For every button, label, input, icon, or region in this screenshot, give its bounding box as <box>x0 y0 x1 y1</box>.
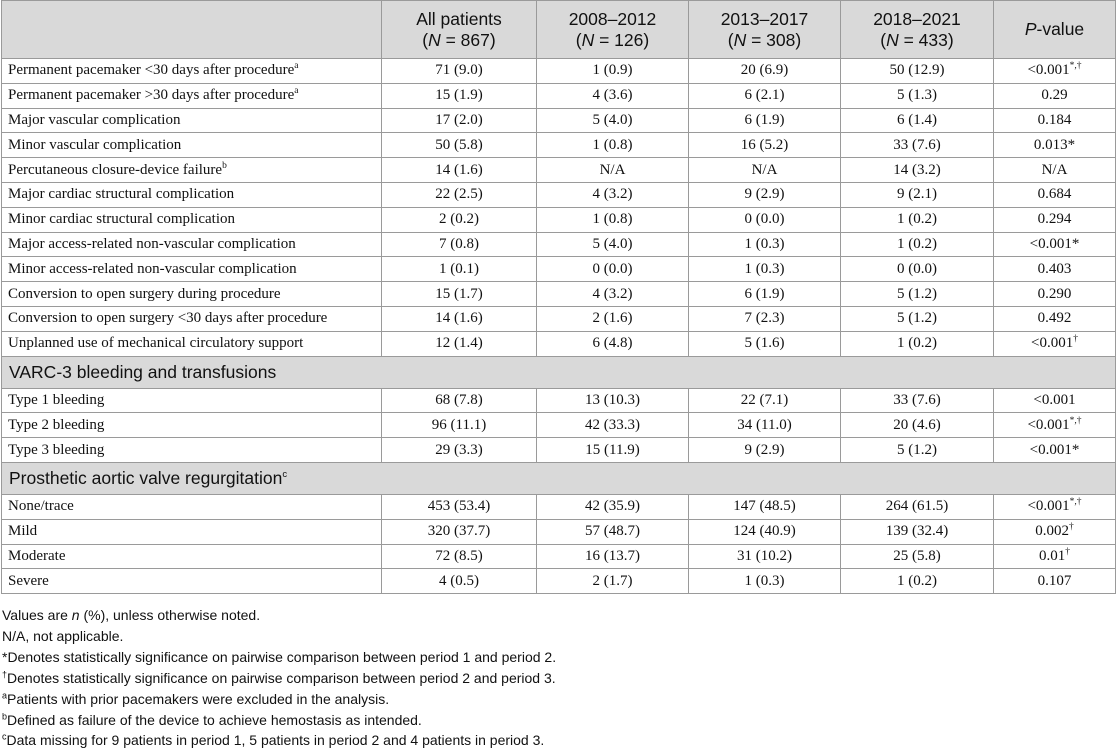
table-row <box>2 544 1116 569</box>
cell-p-value <box>994 331 1116 356</box>
cell-all-patients: 4 (0.5) <box>382 569 537 594</box>
cell-p-value <box>994 59 1116 84</box>
p-value-footnote-marker: *,† <box>1069 415 1082 426</box>
cell-period-1: 1 (0.8) <box>537 207 689 232</box>
row-label <box>2 59 382 84</box>
section-title-text: VARC-3 bleeding and transfusions <box>9 361 277 382</box>
p-value-footnote-marker: † <box>1069 522 1074 533</box>
p-value-text: <0.001 <box>1031 335 1074 352</box>
cell-period-2: 147 (48.5) <box>689 494 841 519</box>
header-n-suffix: = 867) <box>440 29 496 50</box>
row-label <box>2 388 382 413</box>
footnote-b <box>2 710 556 731</box>
cell-period-2: N/A <box>689 158 841 183</box>
cell-period-2: 0 (0.0) <box>689 207 841 232</box>
p-value-text: 0.403 <box>1037 260 1072 277</box>
row-label <box>2 282 382 307</box>
table-row <box>2 494 1116 519</box>
row-label <box>2 331 382 356</box>
table-row <box>2 232 1116 257</box>
footnote-text: Patients with prior pacemakers were excluded in the analysis. <box>7 690 390 707</box>
cell-p-value <box>994 133 1116 158</box>
section-title-footnote-marker: c <box>282 469 288 481</box>
cell-period-1: 57 (48.7) <box>537 519 689 544</box>
cell-all-patients: 17 (2.0) <box>382 108 537 133</box>
table-footnotes <box>2 605 556 751</box>
cell-period-2: 6 (2.1) <box>689 83 841 108</box>
cell-p-value <box>994 388 1116 413</box>
row-label <box>2 438 382 463</box>
p-value-text: 0.492 <box>1037 310 1072 327</box>
table-row <box>2 282 1116 307</box>
cell-period-1: 2 (1.7) <box>537 569 689 594</box>
section-title <box>2 462 1116 494</box>
header-n-italic: N <box>581 29 595 50</box>
cell-period-2: 5 (1.6) <box>689 331 841 356</box>
cell-period-3: 5 (1.2) <box>841 306 994 331</box>
row-label-footnote-marker: b <box>222 160 227 171</box>
row-label <box>2 257 382 282</box>
p-value-footnote-marker: † <box>1065 546 1070 557</box>
p-value-footnote-marker: *,† <box>1069 61 1082 72</box>
row-label <box>2 306 382 331</box>
p-value-text: 0.184 <box>1037 111 1072 128</box>
header-period-2-label: 2013–2017 <box>720 8 809 29</box>
footnote-text: Data missing for 9 patients in period 1, 5 patients in period 2 and 4 patients in period 3. <box>6 732 545 749</box>
p-value-text: <0.001 <box>1033 391 1076 408</box>
header-n-italic: N <box>733 29 747 50</box>
p-value-text: N/A <box>1041 161 1068 178</box>
cell-all-patients: 72 (8.5) <box>382 544 537 569</box>
p-value-text: 0.01 <box>1039 547 1066 564</box>
cell-period-3: 9 (2.1) <box>841 182 994 207</box>
header-n-suffix: = 308) <box>746 29 802 50</box>
cell-period-2: 34 (11.0) <box>689 413 841 438</box>
cell-period-1: 4 (3.2) <box>537 282 689 307</box>
table-row <box>2 257 1116 282</box>
row-label-text: Conversion to open surgery during procedure <box>8 285 281 302</box>
footnote-marker: c <box>2 731 7 742</box>
header-all-patients-n <box>382 30 536 51</box>
table-row <box>2 331 1116 356</box>
cell-period-3: 1 (0.2) <box>841 569 994 594</box>
table-header <box>2 1 1116 59</box>
table-row <box>2 83 1116 108</box>
p-value-text: <0.001* <box>1029 235 1080 252</box>
cell-p-value <box>994 413 1116 438</box>
p-value-footnote-marker: † <box>1073 334 1078 345</box>
row-label <box>2 182 382 207</box>
cell-p-value <box>994 569 1116 594</box>
p-value-text: <0.001* <box>1029 441 1080 458</box>
table-row <box>2 59 1116 84</box>
row-label <box>2 544 382 569</box>
row-label-text: Permanent pacemaker >30 days after procedure <box>8 87 295 104</box>
cell-period-1: 42 (33.3) <box>537 413 689 438</box>
cell-period-2: 22 (7.1) <box>689 388 841 413</box>
cell-period-1: 5 (4.0) <box>537 232 689 257</box>
cell-period-1: N/A <box>537 158 689 183</box>
cell-all-patients: 320 (37.7) <box>382 519 537 544</box>
row-label <box>2 158 382 183</box>
footnote-values <box>2 605 556 626</box>
section-title-text: Prosthetic aortic valve regurgitation <box>9 467 283 488</box>
row-label <box>2 494 382 519</box>
cell-p-value <box>994 494 1116 519</box>
cell-all-patients: 71 (9.0) <box>382 59 537 84</box>
table-row <box>2 207 1116 232</box>
cell-all-patients: 12 (1.4) <box>382 331 537 356</box>
cell-period-3: 20 (4.6) <box>841 413 994 438</box>
cell-all-patients: 50 (5.8) <box>382 133 537 158</box>
cell-period-3: 5 (1.2) <box>841 282 994 307</box>
cell-period-1: 13 (10.3) <box>537 388 689 413</box>
cell-period-3: 1 (0.2) <box>841 232 994 257</box>
row-label-footnote-marker: a <box>294 86 299 97</box>
cell-period-2: 20 (6.9) <box>689 59 841 84</box>
header-n-suffix: = 433) <box>898 29 954 50</box>
table-row <box>2 388 1116 413</box>
p-value-text: 0.294 <box>1037 211 1072 228</box>
footnote-marker: a <box>2 689 8 700</box>
footnote-c <box>2 730 556 751</box>
row-label-text: Type 2 bleeding <box>8 416 105 433</box>
p-value-text: 0.684 <box>1037 186 1072 203</box>
header-period-3 <box>841 1 994 59</box>
row-label <box>2 207 382 232</box>
p-value-text: <0.001 <box>1027 62 1070 79</box>
footnote-marker: b <box>2 710 8 721</box>
cell-p-value <box>994 158 1116 183</box>
cell-p-value <box>994 207 1116 232</box>
cell-period-2: 124 (40.9) <box>689 519 841 544</box>
row-label <box>2 133 382 158</box>
header-all-patients <box>382 1 537 59</box>
cell-period-3: 25 (5.8) <box>841 544 994 569</box>
cell-p-value <box>994 232 1116 257</box>
footnote-a <box>2 689 556 710</box>
row-label <box>2 108 382 133</box>
cell-period-3: 14 (3.2) <box>841 158 994 183</box>
cell-all-patients: 15 (1.9) <box>382 83 537 108</box>
header-n-italic: N <box>428 29 441 50</box>
table-row <box>2 413 1116 438</box>
outcomes-table <box>1 0 1116 594</box>
cell-period-1: 2 (1.6) <box>537 306 689 331</box>
p-value-text: 0.107 <box>1037 572 1072 589</box>
cell-all-patients: 14 (1.6) <box>382 158 537 183</box>
cell-period-2: 9 (2.9) <box>689 438 841 463</box>
row-label-text: Major cardiac structural complication <box>8 186 235 203</box>
header-n-italic: N <box>886 29 899 50</box>
cell-period-1: 1 (0.8) <box>537 133 689 158</box>
cell-period-3: 33 (7.6) <box>841 388 994 413</box>
footnote-marker: † <box>2 669 8 680</box>
row-label-text: Mild <box>8 523 38 540</box>
row-label <box>2 232 382 257</box>
cell-period-2: 1 (0.3) <box>689 569 841 594</box>
cell-period-3: 139 (32.4) <box>841 519 994 544</box>
header-period-2 <box>689 1 841 59</box>
cell-all-patients: 1 (0.1) <box>382 257 537 282</box>
row-label-text: Type 3 bleeding <box>8 441 105 458</box>
cell-period-3: 5 (1.2) <box>841 438 994 463</box>
header-period-1-label: 2008–2012 <box>568 8 657 29</box>
p-value-text: 0.013* <box>1033 136 1076 153</box>
cell-period-2: 7 (2.3) <box>689 306 841 331</box>
table-row <box>2 158 1116 183</box>
header-p-value <box>994 1 1116 59</box>
p-value-text: <0.001 <box>1027 498 1070 515</box>
header-p-italic: P <box>1024 19 1037 39</box>
cell-period-1: 4 (3.2) <box>537 182 689 207</box>
header-period-1-n <box>537 30 688 51</box>
cell-period-2: 1 (0.3) <box>689 257 841 282</box>
p-value-text: 0.002 <box>1035 523 1069 540</box>
table-row <box>2 306 1116 331</box>
cell-period-2: 1 (0.3) <box>689 232 841 257</box>
row-label <box>2 83 382 108</box>
cell-period-3: 6 (1.4) <box>841 108 994 133</box>
cell-period-3: 33 (7.6) <box>841 133 994 158</box>
row-label-text: Minor access-related non-vascular complication <box>8 260 297 277</box>
row-label-text: Minor cardiac structural complication <box>8 211 235 228</box>
header-n-prefix: ( <box>880 29 887 50</box>
cell-all-patients: 453 (53.4) <box>382 494 537 519</box>
footnote-text: (%), unless otherwise noted. <box>79 607 261 623</box>
p-value-text: 0.29 <box>1041 87 1068 104</box>
table-row <box>2 182 1116 207</box>
row-label-text: Permanent pacemaker <30 days after procedure <box>8 62 295 79</box>
cell-all-patients: 2 (0.2) <box>382 207 537 232</box>
cell-p-value <box>994 182 1116 207</box>
footnote-asterisk: *Denotes statistically significance on pairwise comparison between period 1 and period 2. <box>2 648 557 665</box>
table-row <box>2 133 1116 158</box>
cell-all-patients: 96 (11.1) <box>382 413 537 438</box>
cell-period-2: 6 (1.9) <box>689 282 841 307</box>
p-value-text: 0.290 <box>1037 285 1072 302</box>
header-blank-cell <box>2 1 382 59</box>
header-period-3-label: 2018–2021 <box>873 8 961 29</box>
cell-all-patients: 15 (1.7) <box>382 282 537 307</box>
header-period-2-n <box>689 30 840 51</box>
footnote-na: N/A, not applicable. <box>2 627 124 644</box>
section-title <box>2 356 1116 388</box>
cell-all-patients: 29 (3.3) <box>382 438 537 463</box>
cell-p-value <box>994 544 1116 569</box>
row-label-footnote-marker: a <box>294 61 299 72</box>
footnote-text: Defined as failure of the device to achieve hemostasis as intended. <box>7 711 422 728</box>
row-label-text: Moderate <box>8 547 66 564</box>
footnote-italic: n <box>71 607 80 623</box>
row-label <box>2 569 382 594</box>
cell-period-3: 50 (12.9) <box>841 59 994 84</box>
cell-period-3: 0 (0.0) <box>841 257 994 282</box>
cell-period-3: 1 (0.2) <box>841 331 994 356</box>
cell-period-3: 1 (0.2) <box>841 207 994 232</box>
cell-period-1: 0 (0.0) <box>537 257 689 282</box>
table-row <box>2 438 1116 463</box>
cell-period-3: 5 (1.3) <box>841 83 994 108</box>
header-period-1 <box>537 1 689 59</box>
p-value-footnote-marker: *,† <box>1069 497 1082 508</box>
footnote-text: Denotes statistically significance on pairwise comparison between period 2 and period 3. <box>7 669 556 686</box>
row-label-text: Conversion to open surgery <30 days after procedure <box>8 310 328 327</box>
cell-period-1: 1 (0.9) <box>537 59 689 84</box>
table-row <box>2 108 1116 133</box>
cell-period-2: 9 (2.9) <box>689 182 841 207</box>
row-label-text: Major vascular complication <box>8 111 181 128</box>
cell-p-value <box>994 519 1116 544</box>
cell-p-value <box>994 108 1116 133</box>
header-n-suffix: = 126) <box>594 29 650 50</box>
row-label-text: Severe <box>8 572 49 589</box>
row-label-text: Unplanned use of mechanical circulatory support <box>8 335 304 352</box>
header-period-3-n <box>841 30 993 51</box>
row-label-text: None/trace <box>8 498 74 515</box>
cell-p-value <box>994 257 1116 282</box>
cell-p-value <box>994 282 1116 307</box>
cell-p-value <box>994 306 1116 331</box>
cell-period-1: 16 (13.7) <box>537 544 689 569</box>
row-label-text: Percutaneous closure-device failure <box>8 161 223 178</box>
header-p-rest: -value <box>1036 19 1085 39</box>
footnote-dagger <box>2 668 556 689</box>
p-value-text: <0.001 <box>1027 416 1070 433</box>
cell-period-2: 31 (10.2) <box>689 544 841 569</box>
table-row <box>2 569 1116 594</box>
row-label-text: Major access-related non-vascular complication <box>8 235 296 252</box>
footnote-text: Values are <box>2 607 72 623</box>
header-n-prefix: ( <box>422 29 429 50</box>
cell-all-patients: 7 (0.8) <box>382 232 537 257</box>
section-header-row <box>2 356 1116 388</box>
header-n-prefix: ( <box>727 29 734 50</box>
table-row <box>2 519 1116 544</box>
cell-period-1: 6 (4.8) <box>537 331 689 356</box>
row-label <box>2 413 382 438</box>
cell-period-1: 4 (3.6) <box>537 83 689 108</box>
cell-all-patients: 68 (7.8) <box>382 388 537 413</box>
row-label <box>2 519 382 544</box>
cell-period-2: 6 (1.9) <box>689 108 841 133</box>
row-label-text: Type 1 bleeding <box>8 391 105 408</box>
header-n-prefix: ( <box>575 29 582 50</box>
cell-period-3: 264 (61.5) <box>841 494 994 519</box>
cell-period-1: 5 (4.0) <box>537 108 689 133</box>
cell-all-patients: 22 (2.5) <box>382 182 537 207</box>
cell-p-value <box>994 83 1116 108</box>
cell-period-1: 42 (35.9) <box>537 494 689 519</box>
cell-all-patients: 14 (1.6) <box>382 306 537 331</box>
header-all-patients-label: All patients <box>416 8 502 29</box>
section-header-row <box>2 462 1116 494</box>
cell-period-1: 15 (11.9) <box>537 438 689 463</box>
row-label-text: Minor vascular complication <box>8 136 182 153</box>
cell-p-value <box>994 438 1116 463</box>
cell-period-2: 16 (5.2) <box>689 133 841 158</box>
table-body <box>2 59 1116 594</box>
